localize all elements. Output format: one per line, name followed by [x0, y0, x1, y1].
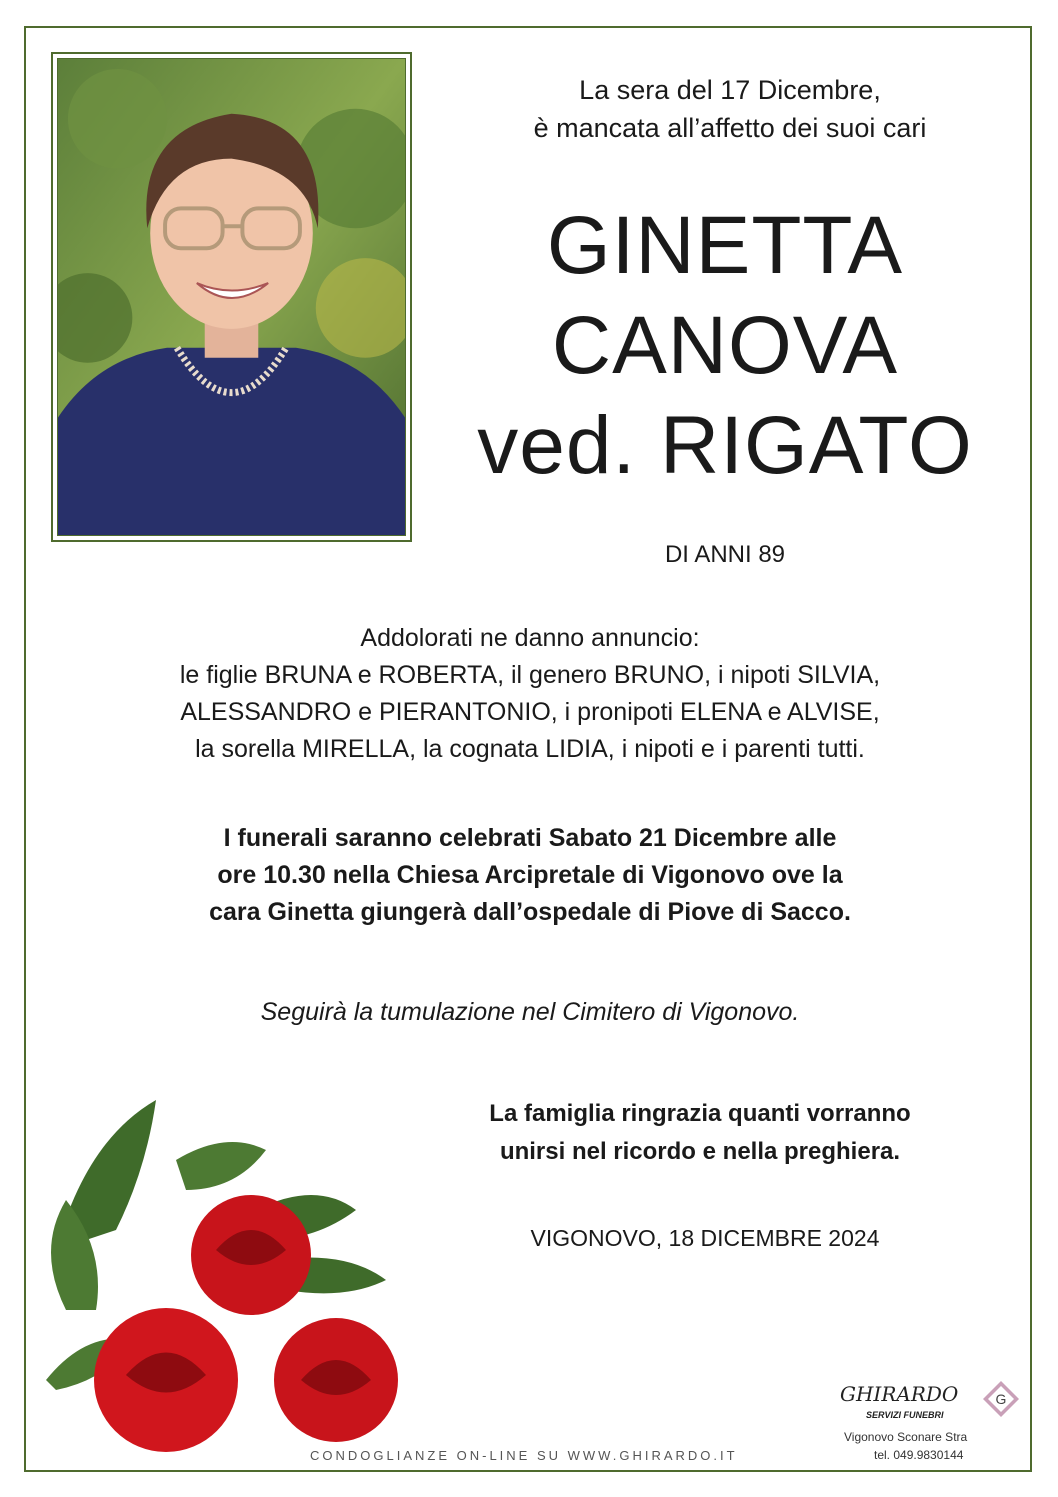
- logo-mark-letter: G: [995, 1391, 1007, 1407]
- thanks-line: unirsi nel ricordo e nella preghiera.: [499, 1138, 901, 1165]
- logo-name: GHIRARDO: [840, 1382, 959, 1406]
- first-name: GINETTA: [546, 200, 904, 291]
- intro-text: [470, 71, 990, 147]
- intro-line: La sera del 17 Dicembre,: [579, 75, 881, 105]
- thanks-line: La famiglia ringrazia quanti vorranno: [489, 1100, 911, 1127]
- widow-name: ved. RIGATO: [477, 400, 973, 491]
- logo-subtitle: SERVIZI FUNEBRI: [866, 1410, 944, 1420]
- announce-line: ALESSANDRO e PIERANTONIO, i pronipoti ELENA e ALVISE,: [180, 698, 880, 726]
- burial-text: Seguirà la tumulazione nel Cimitero di Vigonovo.: [260, 998, 800, 1026]
- announce-line: Addolorati ne danno annuncio:: [360, 624, 700, 652]
- thanks-text: [400, 1095, 1000, 1171]
- intro-line: è mancata all’affetto dei suoi cari: [533, 113, 927, 143]
- condolences-footer: CONDOGLIANZE ON-LINE SU WWW.GHIRARDO.IT: [310, 1448, 738, 1463]
- funeral-line: I funerali saranno celebrati Sabato 21 Dicembre alle: [223, 824, 837, 852]
- logo-towns: Vigonovo Sconare Stra: [844, 1430, 968, 1444]
- place-date: VIGONOVO, 18 DICEMBRE 2024: [530, 1225, 880, 1251]
- funeral-home-logo: [830, 1376, 1030, 1466]
- portrait-frame: [51, 52, 412, 542]
- announce-line: la sorella MIRELLA, la cognata LIDIA, i nipoti e i parenti tutti.: [195, 735, 865, 763]
- funeral-line: ore 10.30 nella Chiesa Arcipretale di Vigonovo ove la: [217, 861, 843, 889]
- logo-telephone: tel. 049.9830144: [874, 1448, 964, 1462]
- portrait-photo: [57, 58, 406, 536]
- diamond-g-mark-icon: [982, 1380, 1020, 1418]
- roses-illustration: [26, 1080, 446, 1470]
- announce-line: le figlie BRUNA e ROBERTA, il genero BRUNO, i nipoti SILVIA,: [179, 661, 881, 689]
- funeral-line: cara Ginetta giungerà dall’ospedale di Piove di Sacco.: [209, 898, 851, 926]
- funeral-details: [80, 820, 980, 931]
- deceased-name: [470, 196, 980, 496]
- last-name: CANOVA: [551, 300, 899, 391]
- announcement: [80, 620, 980, 768]
- age-text: DI ANNI 89: [664, 541, 786, 568]
